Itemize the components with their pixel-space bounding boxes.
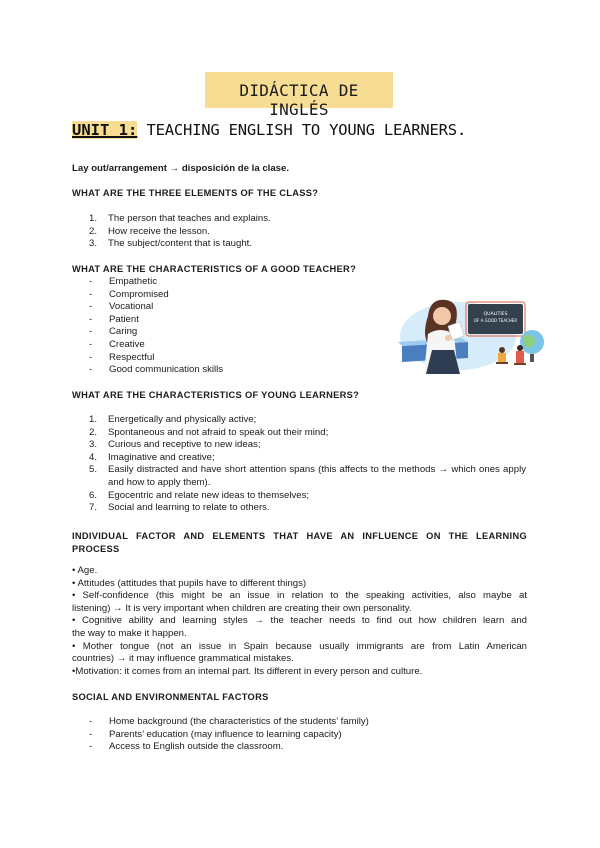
section4-heading: INDIVIDUAL FACTOR AND ELEMENTS THAT HAVE AN INFLUENCE ON THE LEARNING PROCESS bbox=[72, 531, 527, 554]
unit-title: TEACHING ENGLISH TO YOUNG LEARNERS. bbox=[137, 121, 467, 139]
list-item: 3. The subject/content that is taught. bbox=[89, 238, 252, 250]
paragraph-line: • Mother tongue (not an issue in Spain because usually immigrants are from Latin American bbox=[72, 640, 527, 652]
paragraph-line: • Cognitive ability and learning styles → the teacher needs to find out how children learn and bbox=[72, 615, 527, 627]
list-item: 2. Spontaneous and not afraid to speak out their mind; bbox=[89, 426, 329, 438]
section3-list bbox=[89, 414, 526, 515]
list-item: - Parents’ education (may influence to learning capacity) bbox=[89, 728, 342, 740]
teacher-illustration bbox=[398, 286, 554, 376]
list-item: - Home background (the characteristics of the students’ family) bbox=[89, 716, 369, 727]
section3-heading: WHAT ARE THE CHARACTERISTICS OF YOUNG LEARNERS? bbox=[72, 390, 360, 400]
list-item: - Vocational bbox=[89, 301, 154, 313]
section4-body bbox=[72, 565, 527, 678]
board-text-2: OF A GOOD TEACHER bbox=[473, 318, 518, 323]
board-text-1: QUALITIES bbox=[483, 312, 508, 317]
section5-heading: SOCIAL AND ENVIRONMENTAL FACTORS bbox=[72, 692, 269, 702]
list-item: - Creative bbox=[89, 338, 145, 350]
list-item: - Empathetic bbox=[89, 276, 157, 287]
section2-list bbox=[89, 276, 223, 377]
list-item: 3. Curious and receptive to new ideas; bbox=[89, 439, 261, 451]
paragraph-line: • Self-confidence (this might be an issue in relation to the speaking activities, also maybe at bbox=[72, 590, 527, 602]
paragraph-line: • Age. bbox=[72, 565, 98, 576]
paragraph-line: countries) → it may influence grammatical mistakes. bbox=[72, 653, 294, 665]
list-item: 6. Egocentric and relate new ideas to themselves; bbox=[89, 489, 310, 501]
list-item: 1. Energetically and physically active; bbox=[89, 414, 257, 425]
paragraph-line: •Motivation: it comes from an internal part. Its different in every person and culture. bbox=[72, 665, 423, 677]
unit-label: UNIT 1: bbox=[72, 121, 138, 139]
paragraph-line: • Attitudes (attitudes that pupils have to different things) bbox=[72, 577, 307, 589]
section1-list bbox=[89, 213, 271, 251]
title-highlight bbox=[205, 72, 393, 119]
list-item: - Respectful bbox=[89, 351, 155, 363]
list-item: 1. The person that teaches and explains. bbox=[89, 213, 271, 224]
list-item: 7. Social and learning to relate to others. bbox=[89, 502, 270, 514]
list-item: - Access to English outside the classroom. bbox=[89, 741, 284, 753]
layout-line: Lay out/arrangement → disposición de la clase. bbox=[72, 163, 289, 174]
list-item: 5. Easily distracted and have short attention spans (this affects to the methods → which ones apply and how to apply them). bbox=[89, 464, 526, 488]
section1-heading: WHAT ARE THE THREE ELEMENTS OF THE CLASS? bbox=[72, 188, 319, 198]
section2-heading: WHAT ARE THE CHARACTERISTICS OF A GOOD TEACHER? bbox=[72, 264, 357, 274]
list-item: - Caring bbox=[89, 326, 138, 338]
section5-list bbox=[89, 716, 369, 754]
list-item: - Good communication skills bbox=[89, 364, 224, 376]
paragraph-line: listening) → It is very important when children are creating their own personality. bbox=[72, 602, 412, 614]
unit-heading bbox=[72, 121, 466, 139]
list-item: - Patient bbox=[89, 313, 139, 325]
list-item: 4. Imaginative and creative; bbox=[89, 451, 215, 463]
list-item: - Compromised bbox=[89, 288, 169, 300]
page-title: DIDÁCTICA DE INGLÉS bbox=[239, 81, 359, 119]
list-item: 2. How receive the lesson. bbox=[89, 225, 210, 237]
paragraph-line: the way to make it happen. bbox=[72, 627, 187, 639]
